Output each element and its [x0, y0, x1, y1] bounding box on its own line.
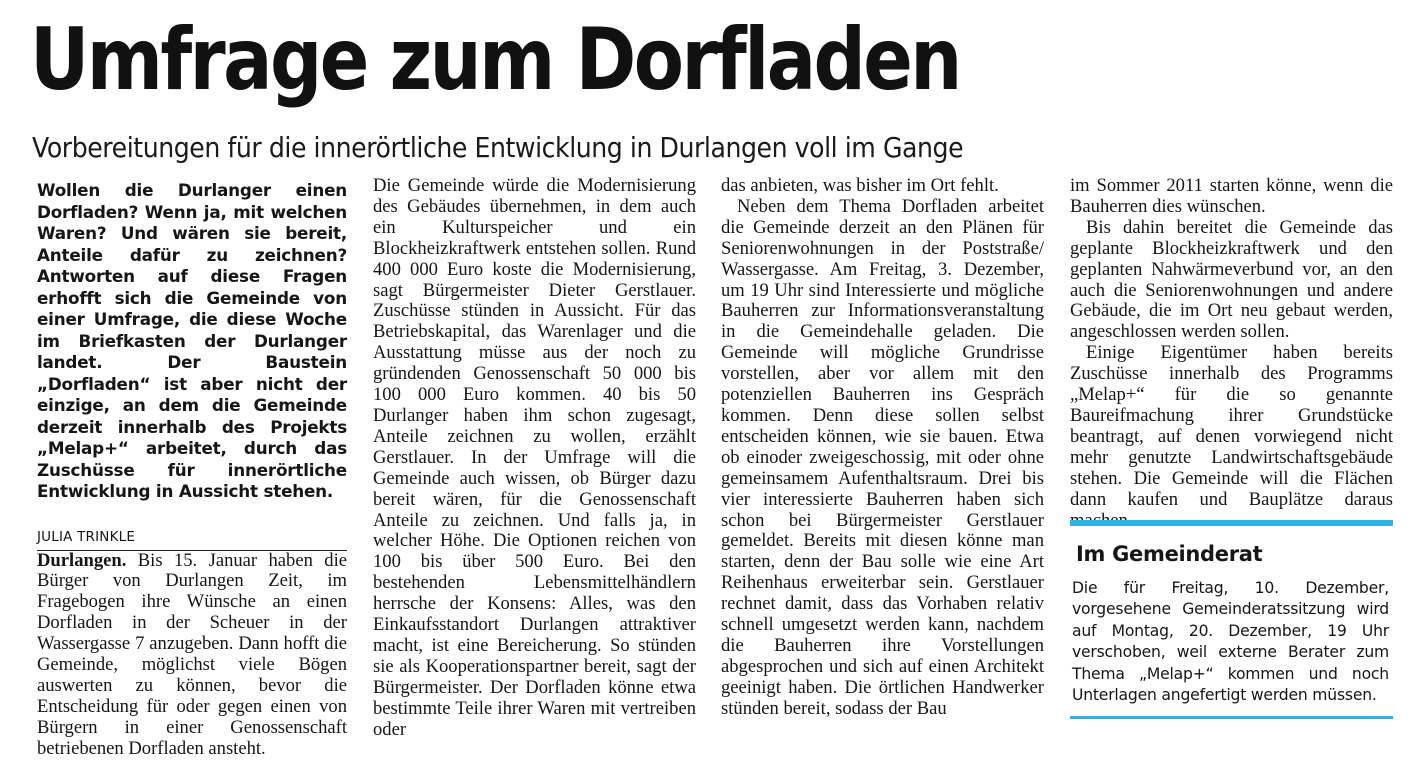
- article-headline: Umfrage zum Dorfladen: [30, 10, 960, 110]
- column-4-text-b: Bis dahin bereitet die Gemeinde das geplante Blockheizkraftwerk und den geplanten Nahwärmeverbund vor, an den auch die Seniorenwohnungen und andere Gebäude, die im Ort neu gebaut werden, angeschlossen werden sollen.: [1070, 216, 1393, 343]
- author-byline: JULIA TRINKLE: [37, 528, 347, 551]
- column-4-text-a: im Sommer 2011 starten könne, wenn die Bauherren dies wünschen.: [1070, 175, 1393, 217]
- info-box-bottom-rule: [1070, 716, 1393, 719]
- gemeinderat-info-box: [1070, 520, 1393, 719]
- info-box-text: Die für Freitag, 10. Dezember, vorgesehene Gemeinderatssitzung wird auf Montag, 20. Dezember, 19 Uhr verschoben, weil externe Berater zum Thema „Melap+“ kommen und noch Unterlagen angefertigt werden müssen.: [1072, 579, 1389, 705]
- column-1-body: Bis 15. Januar haben die Bürger von Durlangen Zeit, im Fragebogen ihre Wünsche an einen Dorfladen in der Scheuer in der Wassergasse 7 anzugeben. Dann hofft die Gemeinde, möglichst viele Bögen auswerten zu können, bevor die Entscheidung für oder gegen einen von Bürgern in einer Genossenschaft betriebenen Dorfladen ansteht.: [37, 549, 347, 759]
- article-column-3: [721, 176, 1044, 720]
- article-lead: Wollen die Durlanger einen Dorfladen? Wenn ja, mit welchen Waren? Und wären sie bereit, Anteile dafür zu zeichnen? Antworten auf diese Fragen erhofft sich die Gemeinde von einer Umfrage, die diese Woche im Briefkasten der Durlanger landet. Der Baustein „Dorfladen“ ist aber nicht der einzige, an dem die Gemeinde derzeit innerhalb des Projekts „Melap+“ arbeitet, durch das Zuschüsse für innerörtliche Entwicklung in Aussicht stehen.: [37, 180, 347, 501]
- article-column-2: [373, 176, 696, 740]
- info-box-title: Im Gemeinderat: [1076, 542, 1263, 566]
- column-1-text: [37, 551, 347, 760]
- column-2-text: Die Gemeinde würde die Modernisierung des Gebäudes übernehmen, in dem auch ein Kulturspeicher und ein Blockheizkraftwerk entstehen sollen. Rund 400 000 Euro koste die Modernisierung, sagt Bürgermeister Dieter Gerstlauer. Zuschüsse stünden in Aussicht. Für das Betriebskapital, das Warenlager und die Ausstattung müsse aus der noch zu gründenden Genossenschaft 50 000 bis 100 000 Euro kommen. 40 bis 50 Durlanger haben ihm schon zugesagt, Anteile zeichnen zu wollen, erzählt Gerstlauer. In der Umfrage will die Gemeinde auch wissen, ob Bürger dazu bereit wären, für die Genossenschaft Anteile zu zeichnen. Und falls ja, in welcher Höhe. Die Optionen reichen von 100 bis über 500 Euro. Bei den bestehenden Lebensmittelhändlern herrsche der Konsens: Alles, was den Einkaufsstandort Durlangen attraktiver macht, ist eine Bereicherung. So stünden sie als Kooperationspartner bereit, sagt der Bürgermeister. Der Dorfladen könne etwa bestimmte Teile ihrer Waren mit vertreiben oder: [373, 175, 696, 740]
- dateline: Durlangen.: [37, 549, 127, 571]
- article-subheadline: Vorbereitungen für die innerörtliche Entwicklung in Durlangen voll im Gange: [32, 131, 964, 164]
- info-box-top-rule: [1070, 520, 1393, 526]
- article-column-1: [37, 180, 347, 760]
- article-column-4: [1070, 176, 1393, 531]
- column-3-text-b: Neben dem Thema Dorfladen arbeitet die Gemeinde derzeit an den Plänen für Seniorenwohnungen in der Poststraße/ Wassergasse. Am Freitag, 3. Dezember, um 19 Uhr sind Interessierte und mögliche Bauherren zur Informationsveranstaltung in die Gemeindehalle geladen. Die Gemeinde will mögliche Grundrisse vorstellen, aber vor allem mit den potenziellen Bauherren ins Gespräch kommen. Denn diese sollen selbst entscheiden können, wie sie bauen. Etwa ob einoder zweigeschossig, mit oder ohne gemeinsamem Aufenthaltsraum. Drei bis vier interessierte Bauherren haben sich schon bei Bürgermeister Gerstlauer gemeldet. Bereits mit diesen könne man starten, denn der Bau solle wie eine Art Reihenhaus erweiterbar sein. Gerstlauer rechnet damit, dass das Vorhaben relativ schnell umgesetzt werden kann, nachdem die Bauherren ihre Vorstellungen abgesprochen und sich auf einen Architekt geeinigt haben. Die örtlichen Handwerker stünden bereit, sodass der Bau: [721, 195, 1044, 719]
- column-4-text-c: Einige Eigentümer haben bereits Zuschüsse innerhalb des Programms „Melap+“ für die so genannte Baureifmachung ihrer Grundstücke beantragt, auf denen vorwiegend nicht mehr genutzte Landwirtschaftsgebäude stehen. Die Gemeinde will die Flächen dann kaufen und Bauplätze daraus: [1070, 342, 1393, 510]
- column-3-text-a: das anbieten, was bisher im Ort fehlt.: [721, 175, 999, 196]
